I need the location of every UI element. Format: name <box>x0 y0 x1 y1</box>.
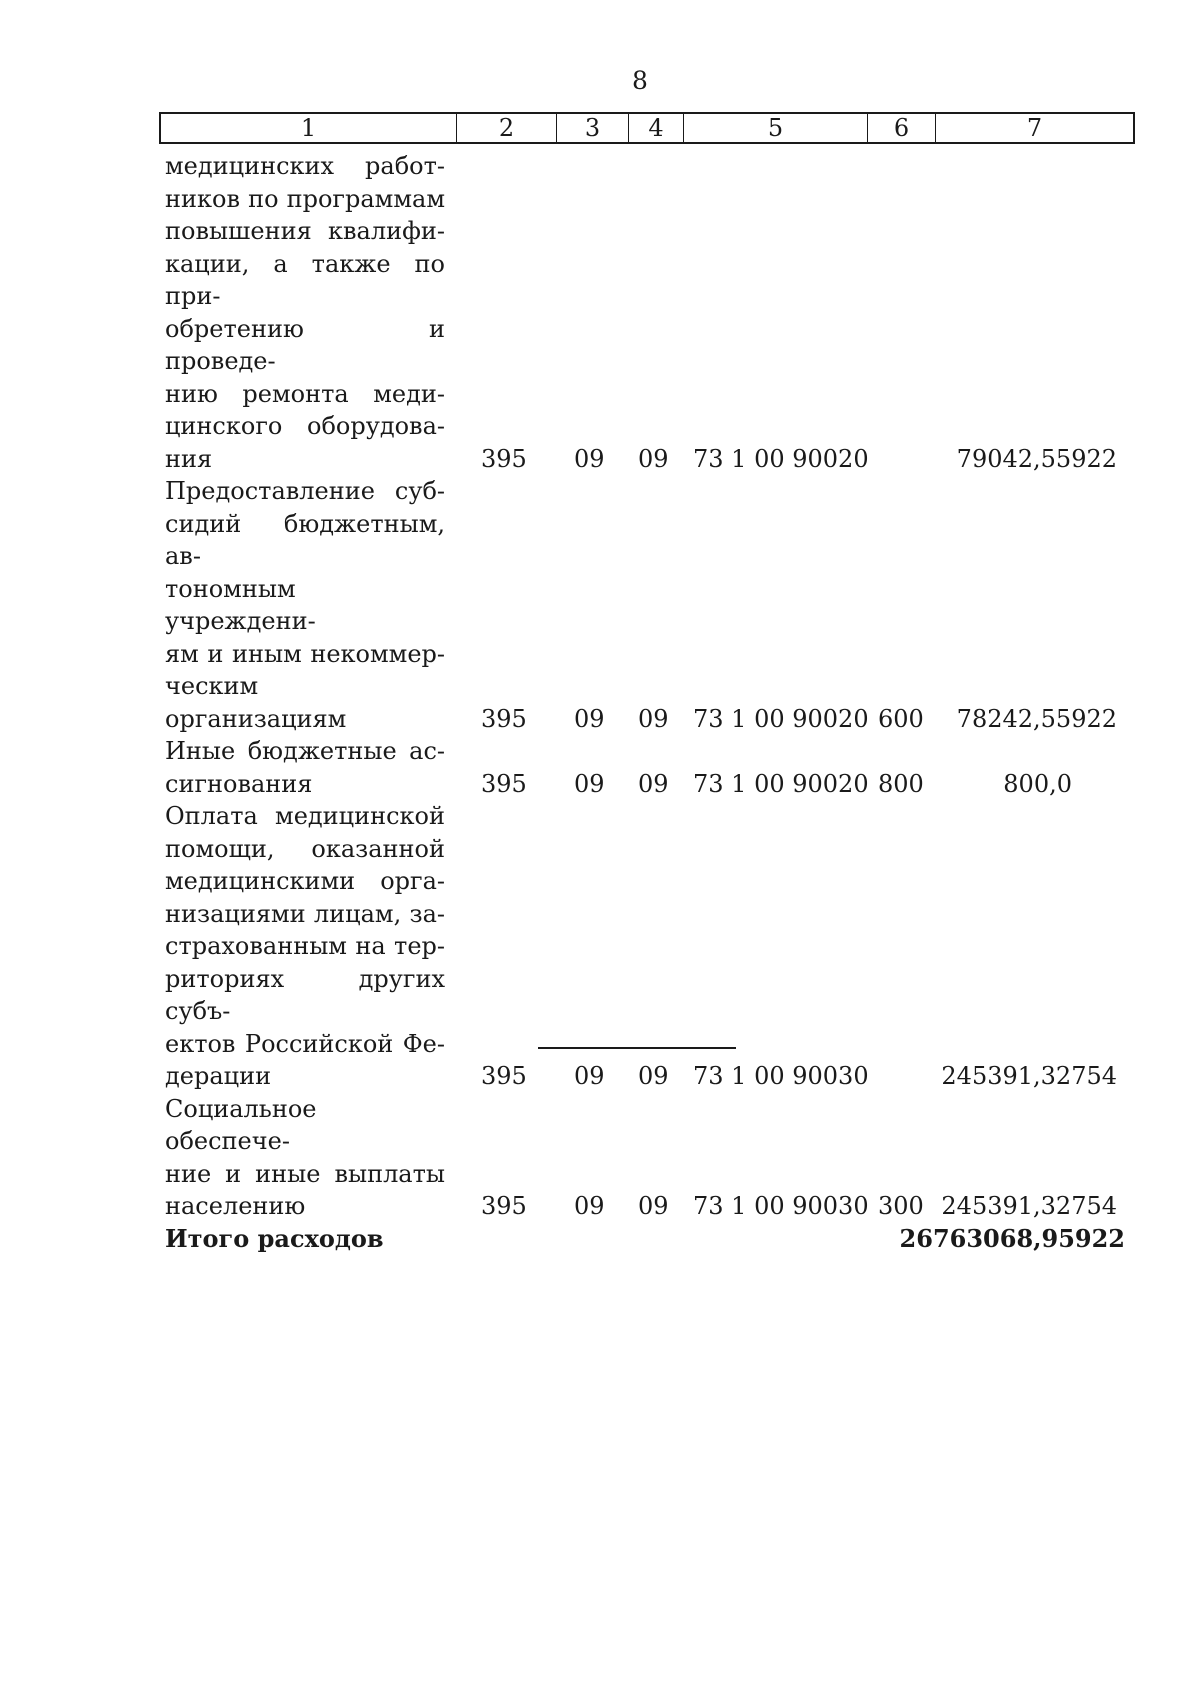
description-line: сидий бюджетным, ав- <box>165 509 445 570</box>
cell-amount: 800,0 <box>1003 769 1072 798</box>
description-line: обретению и проведе- <box>165 314 445 375</box>
description-line: помощи, оказанной <box>165 834 445 863</box>
description-line: страхованным на тер- <box>165 932 445 960</box>
description-line: ников по программам <box>165 184 445 213</box>
cell-admin-code: 395 <box>481 1192 527 1220</box>
description-line: дерации <box>165 1062 272 1090</box>
cell-admin-code: 395 <box>481 704 527 733</box>
page-number: 8 <box>632 66 648 95</box>
description-line: населению <box>165 1192 306 1220</box>
description-line: ние и иные выплаты <box>165 1159 445 1188</box>
description-line: Социальное обеспече- <box>165 1094 317 1155</box>
cell-admin-code: 395 <box>481 444 527 473</box>
description-line: тономным учреждени- <box>165 574 316 635</box>
description-line: ческим организациям <box>165 672 347 733</box>
total-label <box>165 1223 445 1256</box>
description-line: Оплата медицинской <box>165 802 445 830</box>
description-line: сигнования <box>165 769 313 798</box>
cell-target-article: 73 1 00 90030 <box>693 1062 869 1090</box>
cell-target-article: 73 1 00 90020 <box>693 444 869 473</box>
column-header-3: 3 <box>557 114 629 142</box>
cell-section: 09 <box>574 704 605 733</box>
description-line: ния <box>165 444 213 473</box>
cell-subsection: 09 <box>638 704 669 733</box>
description-line: кации, а также по при- <box>165 249 445 310</box>
description-line: Иные бюджетные ас- <box>165 737 445 765</box>
cell-expense-type: 300 <box>878 1192 924 1220</box>
column-header-5: 5 <box>684 114 868 142</box>
table-body <box>165 150 1135 1255</box>
description-line: низациями лицам, за- <box>165 899 445 928</box>
row-description <box>165 735 445 800</box>
cell-amount: 245391,32754 <box>941 1062 1117 1090</box>
cell-expense-type: 600 <box>878 704 924 733</box>
cell-target-article: 73 1 00 90020 <box>693 769 869 798</box>
description-line: медицинских работ- <box>165 152 445 180</box>
row-description <box>165 475 445 735</box>
cell-target-article: 73 1 00 90020 <box>693 704 869 733</box>
cell-subsection: 09 <box>638 444 669 473</box>
table-row <box>165 475 1135 735</box>
description-line: медицинскими орга- <box>165 867 445 895</box>
table-row <box>165 735 1135 800</box>
cell-section: 09 <box>574 1192 605 1220</box>
cell-subsection: 09 <box>638 1192 669 1220</box>
cell-amount: 245391,32754 <box>941 1192 1117 1220</box>
cell-target-article: 73 1 00 90030 <box>693 1192 869 1220</box>
cell-subsection: 09 <box>638 1062 669 1090</box>
column-header-2: 2 <box>457 114 557 142</box>
table-header-row <box>159 112 1135 144</box>
total-row <box>165 1223 1135 1256</box>
description-line: ям и иным некоммер- <box>165 639 445 668</box>
row-description <box>165 800 445 1093</box>
column-header-4: 4 <box>629 114 684 142</box>
description-line: ектов Российской Фе- <box>165 1029 445 1058</box>
row-description <box>165 1093 445 1223</box>
description-line: цинского оборудова- <box>165 412 445 440</box>
end-divider <box>538 1047 736 1049</box>
cell-admin-code: 395 <box>481 769 527 798</box>
total-label-text: Итого расходов <box>165 1223 384 1253</box>
row-description <box>165 150 445 475</box>
column-header-7: 7 <box>1026 114 1043 142</box>
total-amount: 26763068,95922 <box>899 1223 1125 1253</box>
cell-amount: 78242,55922 <box>956 704 1117 733</box>
cell-section: 09 <box>574 769 605 798</box>
column-header-6: 6 <box>868 114 936 142</box>
cell-section: 09 <box>574 444 605 473</box>
cell-expense-type: 800 <box>878 769 924 798</box>
table-row <box>165 1093 1135 1223</box>
table-row <box>165 150 1135 475</box>
description-line: повышения квалифи- <box>165 217 445 245</box>
description-line: риториях других субъ- <box>165 964 445 1025</box>
description-line: Предоставление суб- <box>165 477 445 505</box>
description-line: нию ремонта меди- <box>165 379 445 408</box>
cell-section: 09 <box>574 1062 605 1090</box>
cell-amount: 79042,55922 <box>956 444 1117 473</box>
cell-admin-code: 395 <box>481 1062 527 1090</box>
cell-subsection: 09 <box>638 769 669 798</box>
column-header-1: 1 <box>161 114 457 142</box>
